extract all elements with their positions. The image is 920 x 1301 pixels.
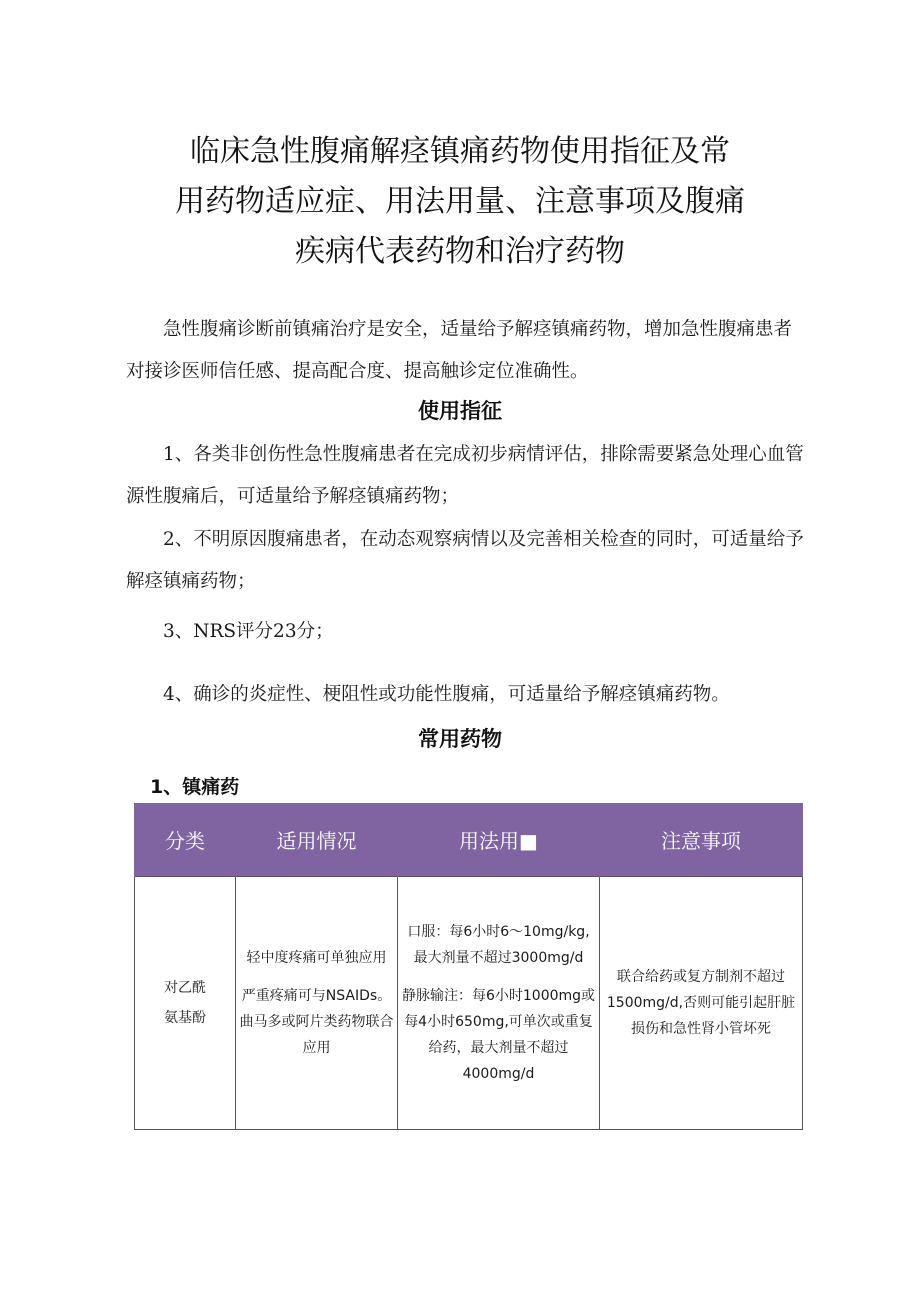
indication-item-2: 2、不明原因腹痛患者，在动态观察病情以及完善相关检查的同时，可适量给予解痉镇痛药物； — [126, 529, 804, 592]
header-indication: 适用情况 — [236, 803, 398, 877]
header-dosage: 用法用■ — [398, 803, 600, 877]
title-line-2: 用药物适应症、用法用量、注意事项及腹痛 — [175, 184, 745, 219]
usage-severe: 严重疼痛可与NSAIDs。曲马多或阿片类药物联合应用 — [239, 988, 394, 1056]
intro-paragraph: 急性腹痛诊断前镇痛治疗是安全，适量给予解痉镇痛药物，增加急性腹痛患者对接诊医师信任感、提高配合度、提高触诊定位准确性。 — [126, 319, 793, 382]
indication-item-1: 1、各类非创伤性急性腹痛患者在完成初步病情评估，排除需要紧急处理心血管源性腹痛后，可适量给予解痉镇痛药物； — [126, 444, 804, 507]
title-line-1: 临床急性腹痛解痉镇痛药物使用指征及常 — [190, 134, 730, 169]
drug-name-line-2: 氨基酚 — [164, 1010, 206, 1026]
dose-iv: 静脉输注：每6小时1000mg或每4小时650mg,可单次或重复给药，最大剂量不超过4000mg/d — [401, 988, 596, 1082]
header-category: 分类 — [135, 803, 236, 877]
indication-item-3: 3、NRS评分23分； — [163, 621, 334, 642]
header-caution: 注意事项 — [600, 803, 803, 877]
drug-name-line-1: 对乙酰 — [164, 980, 206, 996]
table-row — [135, 877, 803, 1130]
cell-drug-name — [135, 877, 236, 1130]
cell-dosage — [398, 877, 600, 1130]
title-line-3: 疾病代表药物和治疗药物 — [295, 234, 625, 269]
dose-oral: 口服：每6小时6～10mg∕kg,最大剂量不超过3000mg/d — [407, 924, 590, 966]
document-title — [110, 127, 810, 277]
cell-caution — [600, 877, 803, 1130]
analgesics-subheading: 1、镇痛药 — [150, 776, 240, 798]
caution-text: 联合给药或复方制剂不超过1500mg/d,否则可能引起肝脏损伤和急性肾小管坏死 — [606, 969, 796, 1037]
indications-heading: 使用指征 — [418, 399, 502, 423]
analgesic-table — [134, 803, 803, 1130]
table-header-row — [135, 803, 803, 877]
common-drugs-heading: 常用药物 — [418, 727, 502, 751]
cell-indication — [236, 877, 398, 1130]
indication-item-4: 4、确诊的炎症性、梗阻性或功能性腹痛，可适量给予解痉镇痛药物。 — [163, 684, 730, 705]
usage-mild: 轻中度疼痛可单独应用 — [246, 950, 387, 966]
